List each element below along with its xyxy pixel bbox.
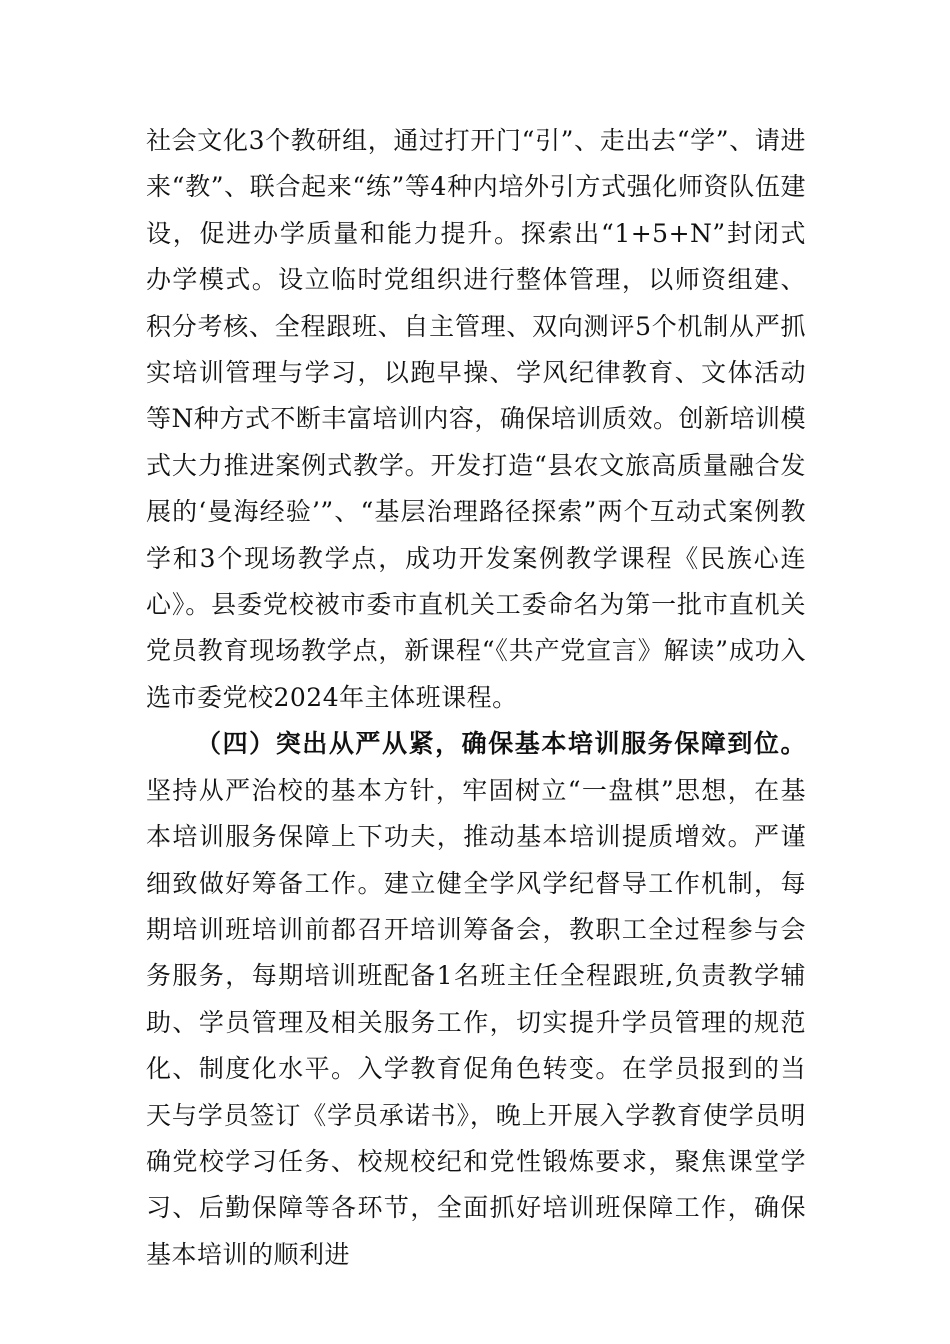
section-heading: （四）突出从严从紧，确保基本培训服务保障到位。 bbox=[196, 729, 806, 759]
paragraph-continuation bbox=[146, 118, 806, 721]
paragraph-text: 坚持从严治校的基本方针，牢固树立“一盘棋”思想，在基本培训服务保障上下功夫，推动基本培训提质增效。严谨细致做好筹备工作。建立健全学风学纪督导工作机制，每期培训班培训前都召开培训筹备会，教职工全过程参与会务服务，每期培训班配备1名班主任全程跟班,负责教学辅助、学员管理及相关服务工作，切实提升学员管理的规范化、制度化水平。入学教育促角色转变。在学员报到的当天与学员签订《学员承诺书》，晚上开展入学教育使学员明确党校学习任务、校规校纪和党性锻炼要求，聚焦课堂学习、后勤保障等各环节，全面抓好培训班保障工作，确保基本培训的顺利进 bbox=[146, 775, 806, 1269]
document-body bbox=[146, 118, 806, 1278]
paragraph-text: 社会文化3个教研组，通过打开门“引”、走出去“学”、请进来“教”、联合起来“练”等4种内培外引方式强化师资队伍建设，促进办学质量和能力提升。探索出“1+5+N”封闭式办学模式。设立临时党组织进行整体管理，以师资组建、积分考核、全程跟班、自主管理、双向测评5个机制从严抓实培训管理与学习，以跑早操、学风纪律教育、文体活动等N种方式不断丰富培训内容，确保培训质效。创新培训模式大力推进案例式教学。开发打造“县农文旅高质量融合发展的‘曼海经验’”、“基层治理路径探索”两个互动式案例教学和3个现场教学点，成功开发案例教学课程《民族心连心》。县委党校被市委市直机关工委命名为第一批市直机关党员教育现场教学点，新课程“《共产党宣言》解读”成功入选市委党校2024年主体班课程。 bbox=[146, 126, 806, 712]
paragraph-section-four bbox=[146, 721, 806, 1278]
